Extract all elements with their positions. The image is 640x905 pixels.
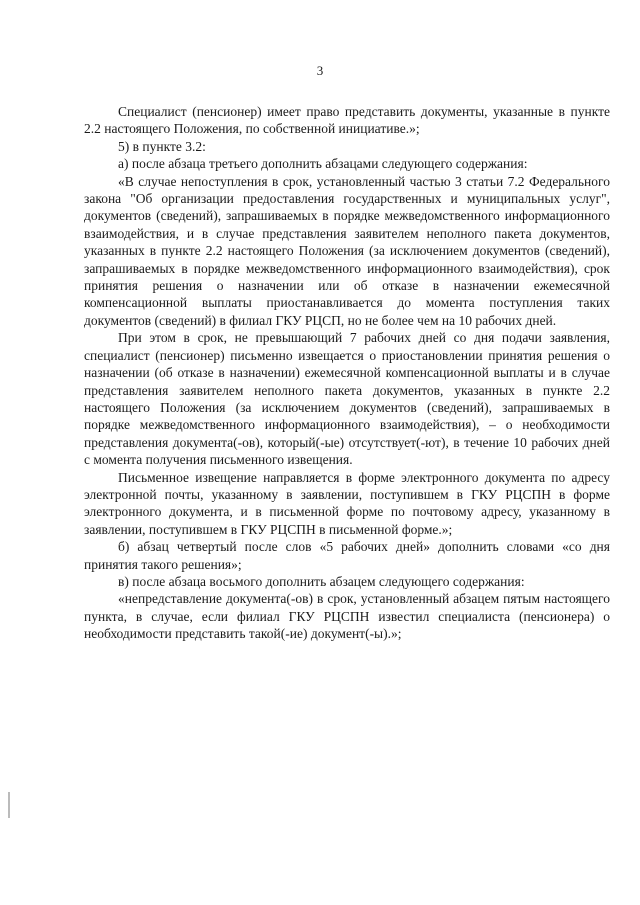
paragraph-specialist-right: Специалист (пенсионер) имеет право представить документы, указанные в пункте 2.2 настоящего Положения, по собственной инициативе.»; bbox=[84, 104, 610, 137]
paragraph-notification-term: При этом в срок, не превышающий 7 рабочих дней со дня подачи заявления, специалист (пенсионер) письменно извещается о приостановлении принятия решения о назначении (об отказе в назначении) ежемесячной компенсационной выплаты и в случае представления заявителем неполного пакета документов, указанных в пункте 2.2 настоящего Положения (за исключением документов (сведений), запрашиваемых в порядке межведомственного информационного взаимодействия), – о необходимости представления документа(-ов), который(-ые) отсутствует(-ют), в течение 10 рабочих дней с момента получения письменного извещения. bbox=[84, 330, 610, 468]
paragraph-item-5: 5) в пункте 3.2: bbox=[118, 138, 206, 154]
document-body bbox=[84, 103, 610, 643]
paragraph-nonreceipt: «В случае непоступления в срок, установленный частью 3 статьи 7.2 Федерального закона "Об организации предоставления государственных и муниципальных услуг", документов (сведений), запрашиваемых в порядке межведомственного информационного взаимодействия, и в случае представления заявителем неполного пакета документов, указанных в пункте 2.2 настоящего Положения (за исключением документов (сведений), запрашиваемых в порядке межведомственного информационного взаимодействия), срок принятия решения о назначении или об отказе в назначении ежемесячной компенсационной выплаты приостанавливается до момента поступления таких документов (сведений) в филиал ГКУ РЦСП, но не более чем на 10 рабочих дней. bbox=[84, 173, 610, 328]
paragraph-non-submission: «непредставление документа(-ов) в срок, установленный абзацем пятым настоящего пункта, в случае, если филиал ГКУ РЦСПН известил специалиста (пенсионера) о необходимости представить такой(-ие) документ(-ы).»; bbox=[84, 591, 610, 642]
paragraph-written-notice: Письменное извещение направляется в форме электронного документа по адресу электронной почты, указанному в заявлении, поступившем в ГКУ РЦСПН в форме электронного документа, и в письменной форме по почтовому адресу, указанному в заявлении, поступившем в ГКУ РЦСПН в письменной форме.»; bbox=[84, 469, 610, 537]
paragraph-subitem-a: а) после абзаца третьего дополнить абзацами следующего содержания: bbox=[118, 156, 528, 172]
scan-edge-mark bbox=[8, 792, 10, 818]
paragraph-subitem-v: в) после абзаца восьмого дополнить абзацем следующего содержания: bbox=[118, 573, 525, 589]
paragraph-subitem-b: б) абзац четвертый после слов «5 рабочих дней» дополнить словами «со дня принятия такого решения»; bbox=[84, 539, 610, 572]
page-number: 3 bbox=[316, 63, 324, 78]
